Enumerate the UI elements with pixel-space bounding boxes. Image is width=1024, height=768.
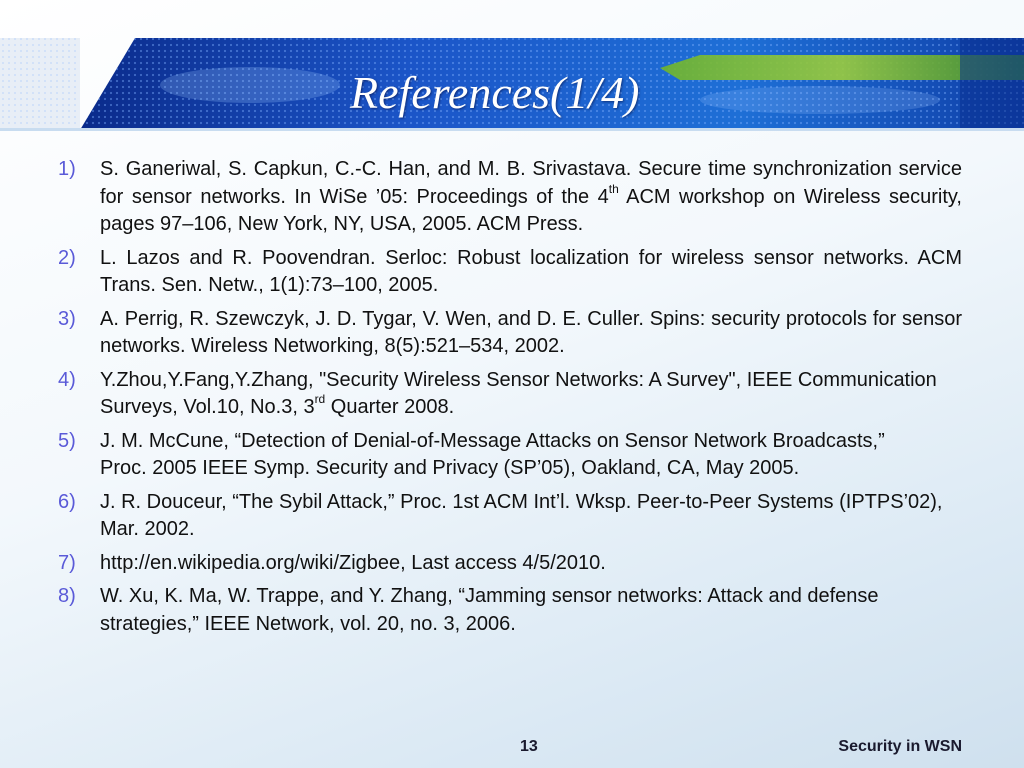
reference-list: [58, 156, 962, 644]
reference-item: [58, 550, 962, 578]
slide-title: References(1/4): [350, 67, 640, 118]
reference-text-part: S. Ganeriwal, S. Capkun, C.-C. Han, and M. B. Srivastava. Secure time synchronization service for sensor networks. In WiSe ’05: Proceedings of the 4: [100, 158, 962, 208]
reference-item: [58, 489, 962, 544]
reference-text: [100, 156, 962, 239]
reference-text-part: Y.Zhou,Y.Fang,Y.Zhang, "Security Wireless Sensor Networks: A Survey", IEEE Communication Surveys, Vol.10, No.3, 3: [100, 368, 937, 418]
reference-text-part: Quarter 2008.: [325, 396, 455, 418]
reference-number: 8): [58, 585, 76, 607]
superscript: th: [608, 181, 619, 196]
header-banner: [0, 0, 1024, 140]
reference-item: [58, 245, 962, 300]
reference-text: J. R. Douceur, “The Sybil Attack,” Proc. 1st ACM Int’l. Wksp. Peer-to-Peer Systems (IPTPS’02), Mar. 2002.: [100, 490, 943, 540]
reference-text: http://en.wikipedia.org/wiki/Zigbee, Last access 4/5/2010.: [100, 551, 606, 574]
reference-text-part: ACM workshop on Wireless security, pages 97–106, New York, NY, USA, 2005. ACM Press.: [100, 185, 962, 235]
reference-text: J. M. McCune, “Detection of Denial-of-Message Attacks on Sensor Network Broadcasts,” Proc. 2005 IEEE Symp. Security and Privacy (SP’05), Oakland, CA, May 2005.: [100, 429, 885, 479]
reference-text: L. Lazos and R. Poovendran. Serloc: Robust localization for wireless sensor networks. ACM Trans. Sen. Netw., 1(1):73–100, 2005.: [100, 246, 962, 296]
reference-number: 1): [58, 158, 76, 180]
reference-text: W. Xu, K. Ma, W. Trappe, and Y. Zhang, “Jamming sensor networks: Attack and defense strategies,” IEEE Network, vol. 20, no. 3, 2006.: [100, 585, 879, 635]
reference-item: [58, 306, 962, 361]
reference-item: [58, 428, 962, 483]
reference-item: [58, 583, 962, 638]
reference-number: 5): [58, 429, 76, 452]
reference-number: 2): [58, 246, 76, 269]
superscript: rd: [314, 392, 326, 407]
footer-title: Security in WSN: [838, 738, 962, 755]
reference-number: 6): [58, 490, 76, 513]
reference-number: 4): [58, 368, 76, 391]
reference-number: 3): [58, 307, 76, 330]
reference-item: [58, 156, 962, 239]
reference-number: 7): [58, 551, 76, 574]
reference-item: [58, 367, 962, 422]
page-number: 13: [520, 738, 538, 755]
reference-text: [100, 367, 962, 422]
reference-text: A. Perrig, R. Szewczyk, J. D. Tygar, V. Wen, and D. E. Culler. Spins: security protocols for sensor networks. Wireless Networking, 8(5):521–534, 2002.: [100, 307, 962, 357]
